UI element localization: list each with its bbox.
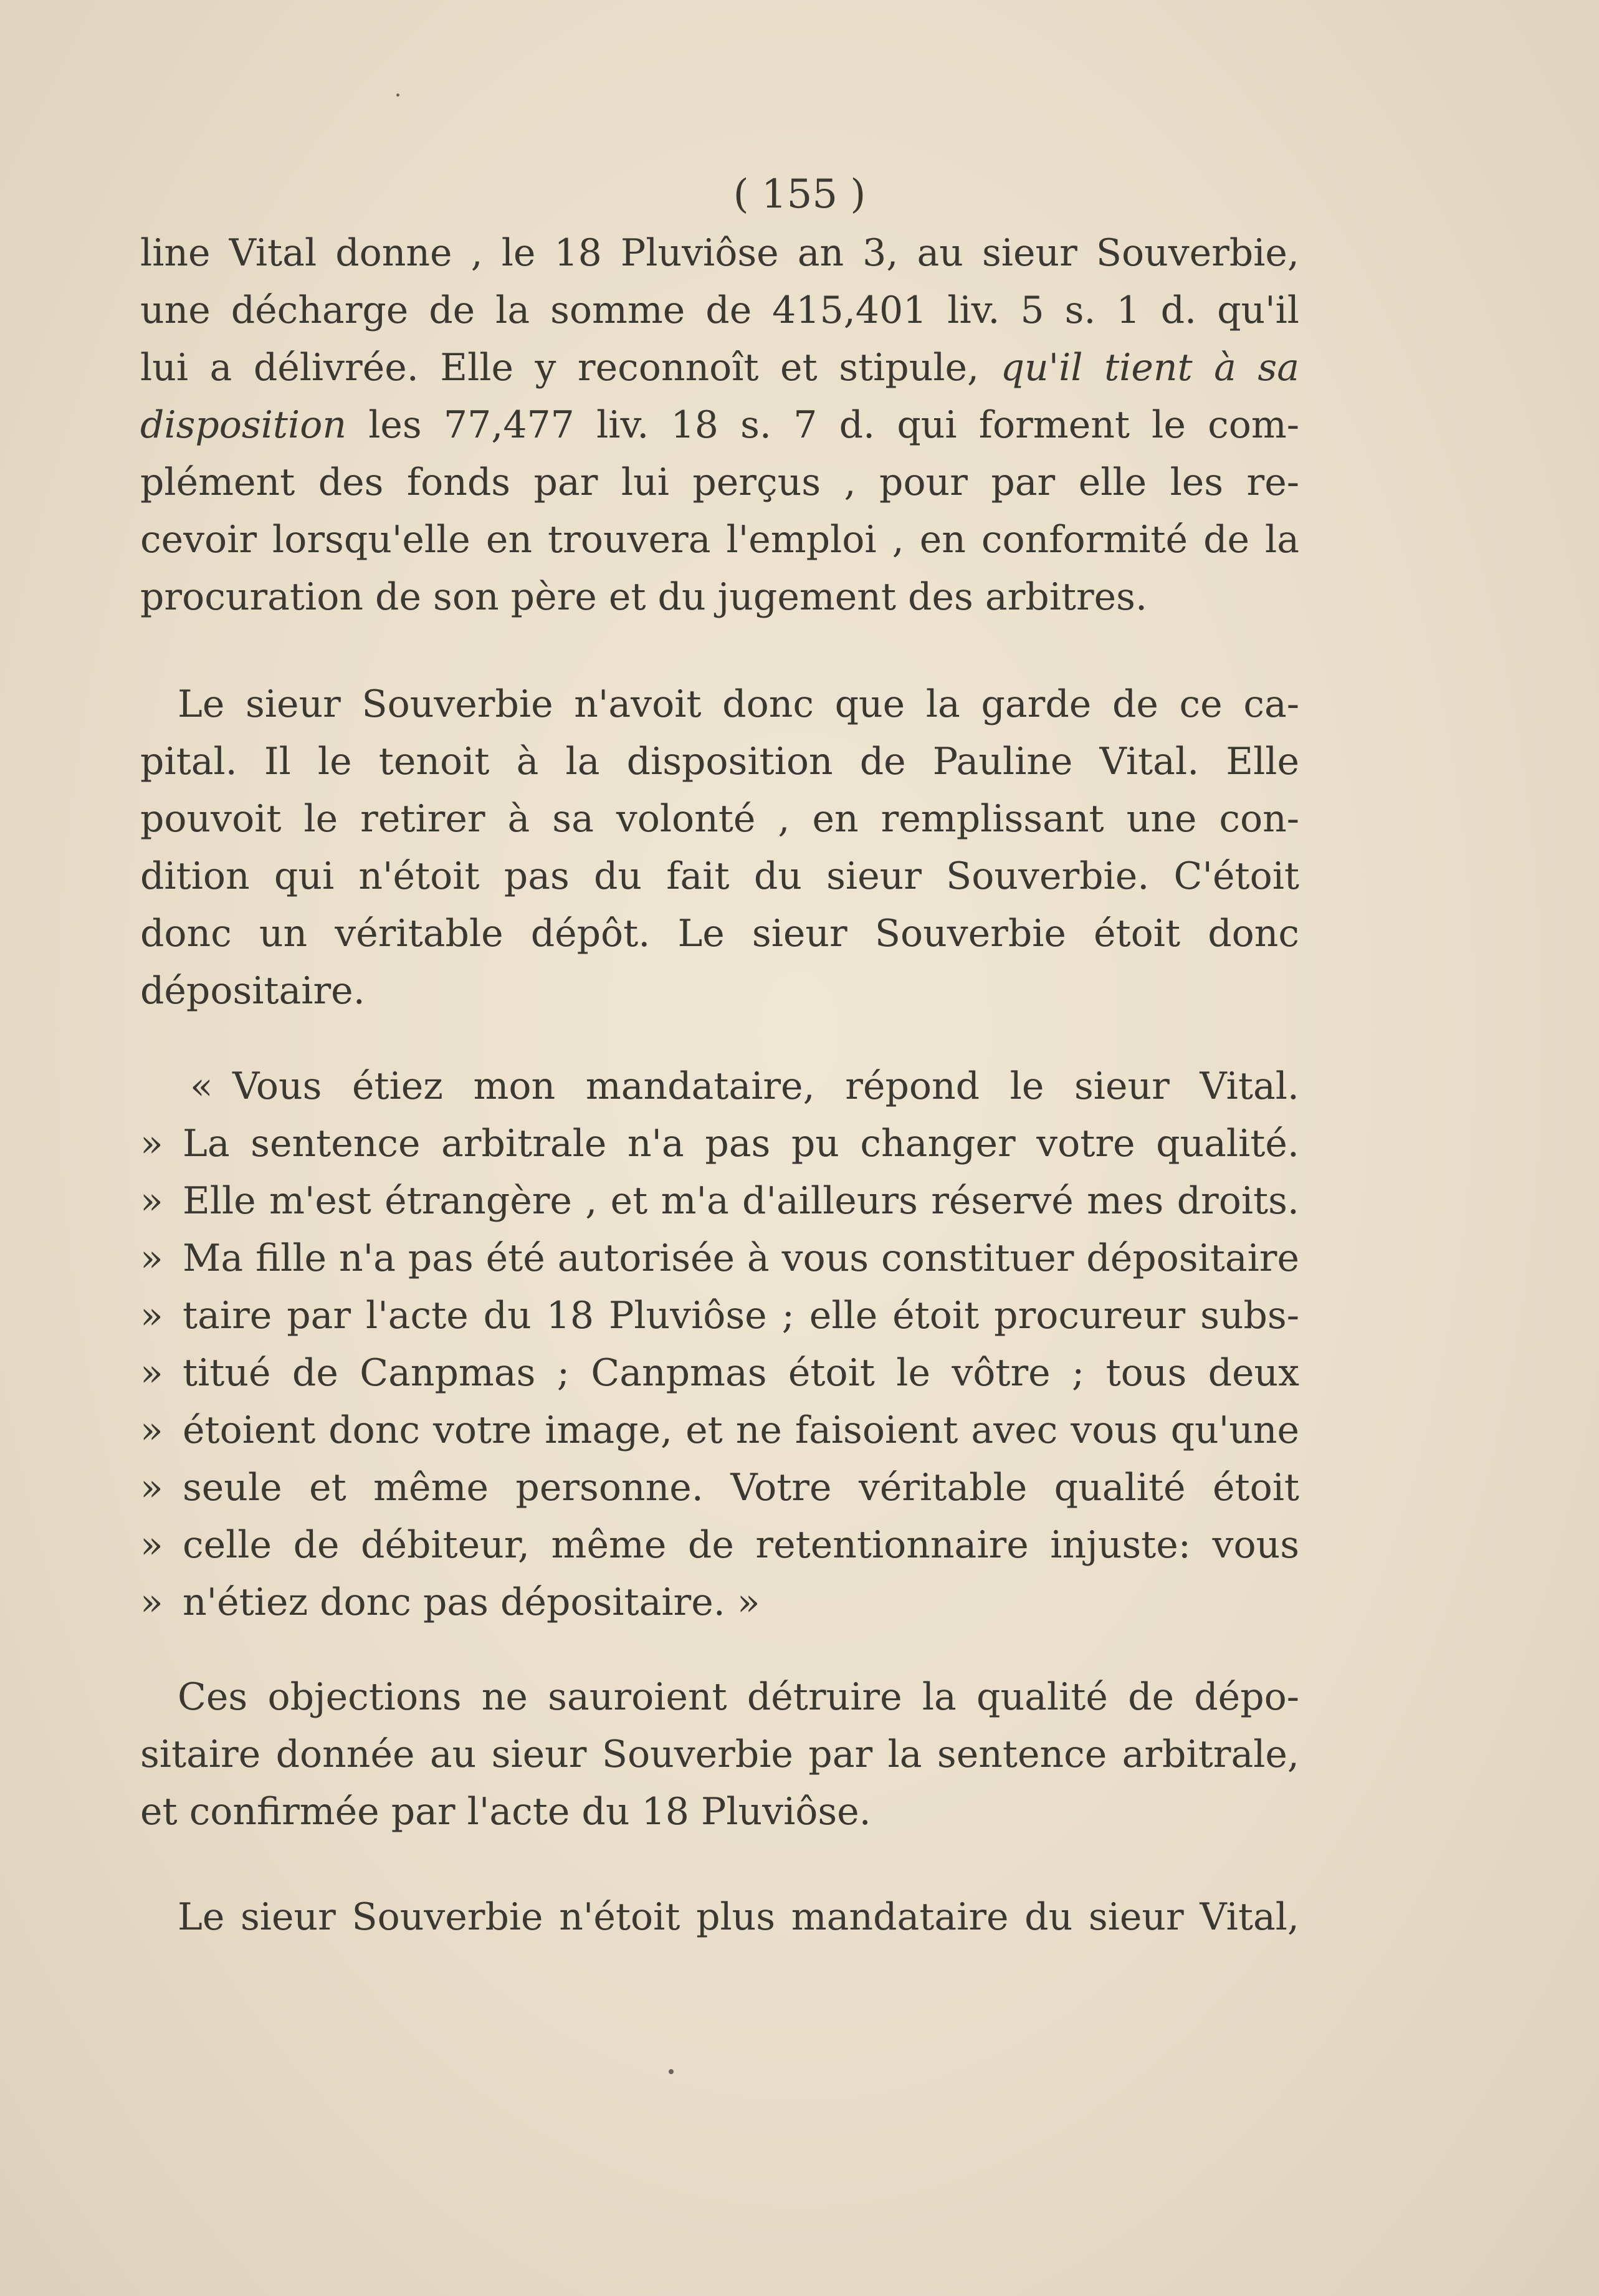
- text-line: celle de débiteur, même de retentionnaire injuste: vous: [183, 1523, 1299, 1567]
- text-line: et confirmée par l'acte du 18 Pluviôse.: [140, 1790, 871, 1834]
- text-line: dition qui n'étoit pas du fait du sieur Souverbie. C'étoit: [140, 854, 1299, 898]
- text-line: [140, 339, 1299, 396]
- text-line: pital. Il le tenoit à la disposition de Pauline Vital. Elle: [140, 740, 1299, 783]
- guillemet: »: [140, 1122, 163, 1165]
- quote-line: [140, 1115, 1299, 1172]
- guillemet: »: [140, 1294, 163, 1337]
- guillemet: »: [140, 1351, 163, 1395]
- guillemet: »: [140, 1466, 163, 1509]
- text-line: procuration de son père et du jugement des arbitres.: [140, 575, 1148, 619]
- text-line: Ces objections ne sauroient détruire la qualité de dépo-: [178, 1675, 1299, 1719]
- text-line: plément des fonds par lui perçus , pour par elle les re-: [140, 461, 1299, 504]
- guillemet: »: [140, 1236, 163, 1280]
- text-line: Elle m'est étrangère , et m'a d'ailleurs réservé mes droits.: [183, 1179, 1299, 1223]
- text-fragment: lui a délivrée. Elle y reconnoît et stipule,: [140, 346, 980, 390]
- text-line: n'étiez donc pas dépositaire. »: [183, 1581, 760, 1624]
- text-fragment: les 77,477 liv. 18 s. 7 d. qui forment le com-: [368, 403, 1299, 447]
- quote-line: [140, 1172, 1299, 1230]
- text-line: La sentence arbitrale n'a pas pu changer votre qualité.: [183, 1122, 1299, 1165]
- text-line: Ma fille n'a pas été autorisée à vous constituer dépositaire: [183, 1236, 1299, 1280]
- italic-text: qu'il tient à sa: [1000, 346, 1299, 390]
- quote-line: [140, 1516, 1299, 1574]
- paragraph-5: [140, 1888, 1299, 1946]
- guillemet: »: [140, 1581, 163, 1624]
- text-line: taire par l'acte du 18 Pluviôse ; elle étoit procureur subs-: [183, 1294, 1299, 1337]
- paper-speck: [396, 93, 399, 97]
- quote-line: [140, 1287, 1299, 1344]
- text-line: donc un véritable dépôt. Le sieur Souverbie étoit donc: [140, 912, 1299, 955]
- paper-speck: [669, 2069, 674, 2074]
- quote-line: [140, 1344, 1299, 1402]
- text-line: Le sieur Souverbie n'avoit donc que la garde de ce ca-: [178, 682, 1299, 726]
- italic-text: disposition: [140, 403, 346, 447]
- quote-line: [140, 1459, 1299, 1516]
- text-line: sitaire donnée au sieur Souverbie par la sentence arbitrale,: [140, 1733, 1299, 1776]
- guillemet: »: [140, 1409, 163, 1452]
- text-line: cevoir lorsqu'elle en trouvera l'emploi , en conformité de la: [140, 518, 1299, 562]
- paragraph-2: [140, 676, 1299, 1020]
- quote-line: [140, 1402, 1299, 1459]
- open-guillemet: «: [190, 1064, 213, 1108]
- paragraph-4: [140, 1668, 1299, 1840]
- paragraph-3-quotation: [140, 1058, 1299, 1631]
- text-line: titué de Canpmas ; Canpmas étoit le vôtre ; tous deux: [183, 1351, 1299, 1395]
- quote-line: [140, 1574, 1299, 1631]
- text-line: Le sieur Souverbie n'étoit plus mandataire du sieur Vital,: [178, 1895, 1299, 1939]
- guillemet: »: [140, 1523, 163, 1567]
- text-line: pouvoit le retirer à sa volonté , en remplissant une con-: [140, 797, 1299, 841]
- text-line: une décharge de la somme de 415,401 liv. 5 s. 1 d. qu'il: [140, 289, 1299, 332]
- text-line: seule et même personne. Votre véritable qualité étoit: [183, 1466, 1299, 1509]
- paragraph-1: [140, 224, 1299, 626]
- text-line: [140, 396, 1299, 454]
- quote-line: [140, 1058, 1299, 1115]
- page-number: ( 155 ): [733, 171, 866, 218]
- text-line: Vous étiez mon mandataire, répond le sieur Vital.: [232, 1064, 1299, 1108]
- text-line: dépositaire.: [140, 969, 365, 1013]
- text-line: étoient donc votre image, et ne faisoient avec vous qu'une: [183, 1409, 1299, 1452]
- guillemet: »: [140, 1179, 163, 1223]
- text-line: line Vital donne , le 18 Pluviôse an 3, au sieur Souverbie,: [140, 231, 1299, 275]
- quote-line: [140, 1230, 1299, 1287]
